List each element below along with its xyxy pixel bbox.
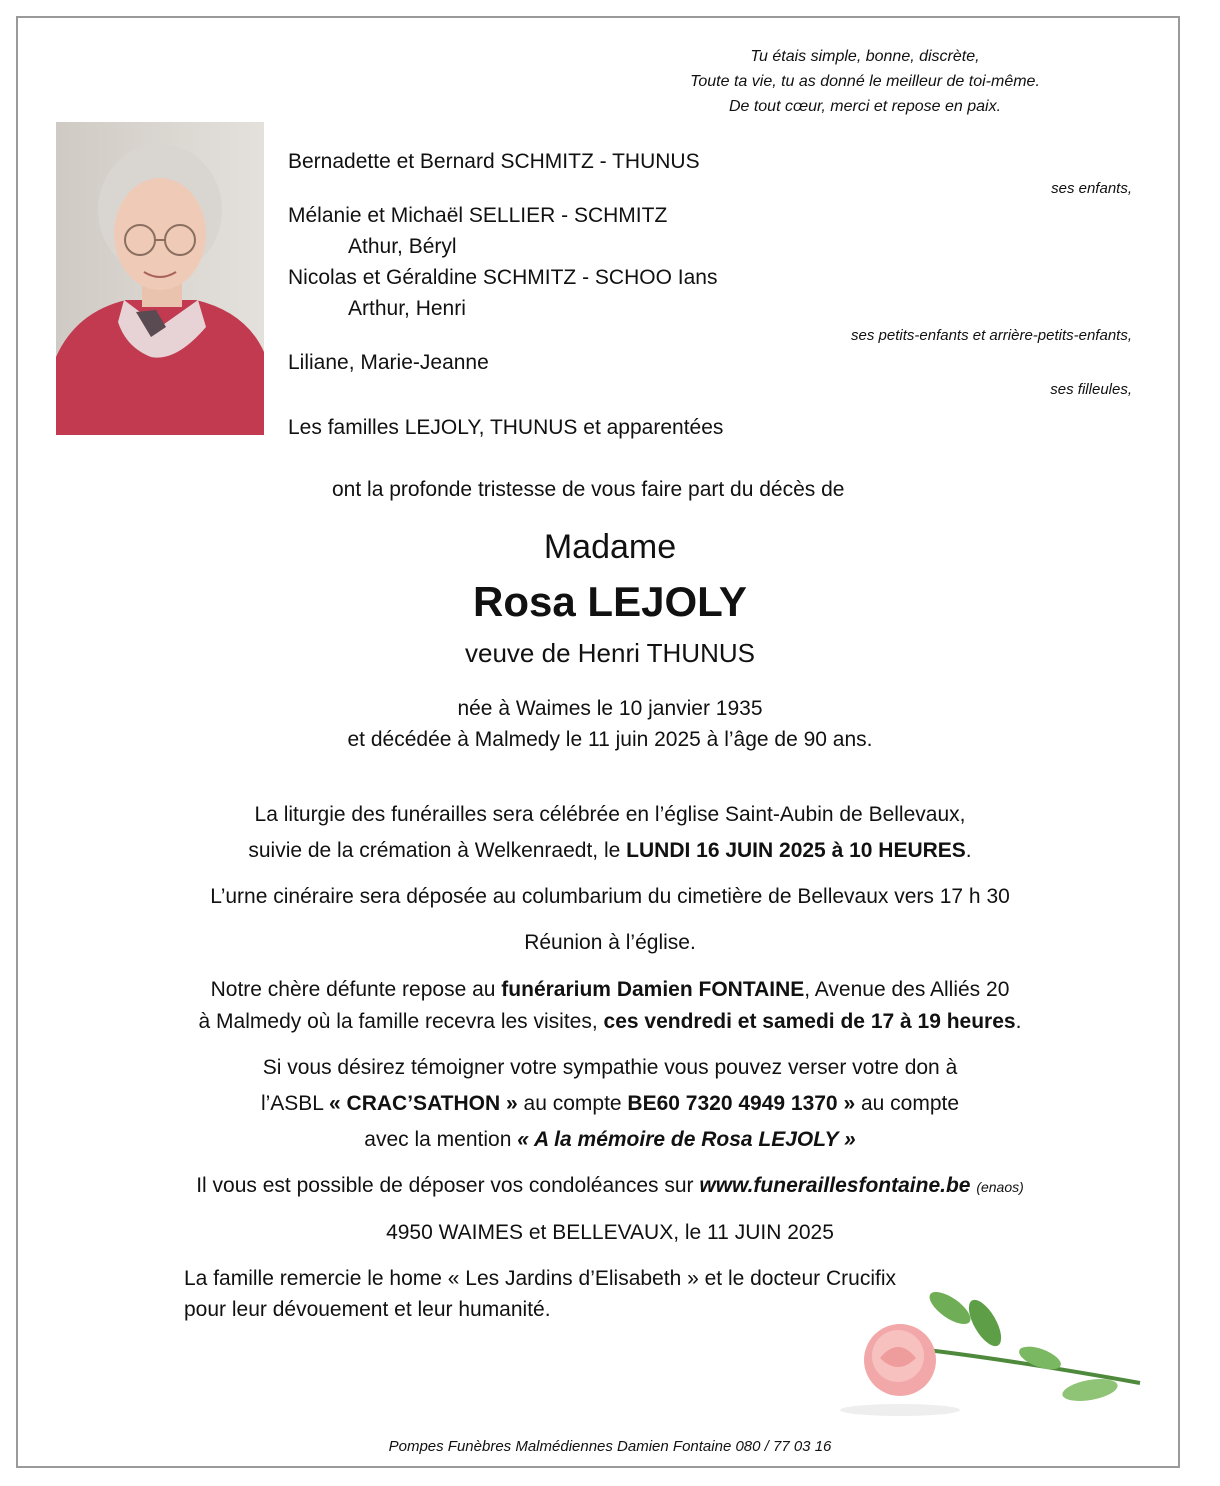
- visit-line-1: [0, 978, 1220, 1002]
- thanks-line-2: pour leur dévouement et leur humanité.: [184, 1298, 551, 1321]
- visit-hours: ces vendredi et samedi de 17 à 19 heures: [603, 1010, 1016, 1033]
- ceremony-reunion: Réunion à l’église.: [524, 931, 696, 954]
- family-goddaughters: Liliane, Marie-Jeanne: [288, 351, 489, 374]
- family-great-grandchildren-1: Athur, Béryl: [348, 235, 457, 258]
- thanks-line-1: La famille remercie le home « Les Jardins d’Elisabeth » et le docteur Crucifix: [184, 1267, 897, 1290]
- donation-text: au compte: [517, 1092, 628, 1115]
- donation-line-3: [0, 1128, 1220, 1152]
- bank-account: BE60 7320 4949 1370 »: [627, 1092, 856, 1115]
- role-children: ses enfants,: [1051, 180, 1132, 197]
- condolences-website-link[interactable]: www.funeraillesfontaine.be: [699, 1174, 971, 1197]
- visit-text: Notre chère défunte repose au: [210, 978, 502, 1001]
- ceremony-period: .: [965, 839, 972, 862]
- place-date: 4950 WAIMES et BELLEVAUX, le 11 JUIN 2025: [386, 1221, 834, 1244]
- footer-funeral-home: Pompes Funèbres Malmédiennes Damien Fontaine 080 / 77 03 16: [388, 1438, 832, 1455]
- deceased-born: née à Waimes le 10 janvier 1935: [457, 697, 763, 720]
- asbl-name: « CRAC’SATHON »: [329, 1092, 518, 1115]
- donation-line-2: [0, 1092, 1220, 1116]
- family-great-grandchildren-2: Arthur, Henri: [348, 297, 466, 320]
- family-extended: Les familles LEJOLY, THUNUS et apparentées: [288, 416, 724, 439]
- deceased-name: Rosa LEJOLY: [473, 578, 747, 625]
- condolences-note: (enaos): [976, 1179, 1024, 1195]
- ceremony-cremation: [0, 839, 1220, 863]
- visit-address: , Avenue des Alliés 20: [804, 978, 1010, 1001]
- deceased-widow-of: veuve de Henri THUNUS: [465, 638, 755, 668]
- condolences-line: [0, 1174, 1220, 1198]
- visit-text: à Malmedy où la famille recevra les visites,: [198, 1010, 604, 1033]
- role-goddaughters: ses filleules,: [1050, 381, 1132, 398]
- ceremony-date: LUNDI 16 JUIN 2025 à 10 HEURES: [626, 839, 966, 862]
- announcement: ont la profonde tristesse de vous faire part du décès de: [332, 478, 845, 501]
- poem-line: Toute ta vie, tu as donné le meilleur de toi-même.: [690, 73, 1040, 90]
- condolences-text: Il vous est possible de déposer vos condoléances sur: [196, 1174, 700, 1197]
- family-children: Bernadette et Bernard SCHMITZ - THUNUS: [288, 150, 700, 173]
- family-grandchild-2: Nicolas et Géraldine SCHMITZ - SCHOO Ians: [288, 266, 718, 289]
- visit-line-2: [0, 1010, 1220, 1034]
- portrait-photo: [56, 122, 264, 435]
- ceremony-cremation-text: suivie de la crémation à Welkenraedt, le: [248, 839, 627, 862]
- poem-line: De tout cœur, merci et repose en paix.: [728, 98, 1002, 115]
- donation-text: l’ASBL: [260, 1092, 330, 1115]
- ceremony-urn: L’urne cinéraire sera déposée au columbarium du cimetière de Bellevaux vers 17 h 30: [210, 885, 1010, 908]
- role-grandchildren: ses petits-enfants et arrière-petits-enfants,: [851, 327, 1132, 344]
- visit-period: .: [1015, 1010, 1022, 1033]
- deceased-title: Madame: [543, 528, 677, 566]
- deceased-died: et décédée à Malmedy le 11 juin 2025 à l’âge de 90 ans.: [347, 728, 873, 751]
- donation-mention: « A la mémoire de Rosa LEJOLY »: [517, 1128, 856, 1151]
- family-grandchild-1: Mélanie et Michaël SELLIER - SCHMITZ: [288, 204, 668, 227]
- poem: [600, 44, 1130, 119]
- poem-line: Tu étais simple, bonne, discrète,: [750, 48, 980, 65]
- donation-text: au compte: [855, 1092, 960, 1115]
- ceremony-liturgy: La liturgie des funérailles sera célébrée en l’église Saint-Aubin de Bellevaux,: [254, 803, 966, 826]
- donation-text: avec la mention: [364, 1128, 518, 1151]
- rose-illustration: [840, 1288, 1150, 1418]
- funerarium-name: funérarium Damien FONTAINE: [501, 978, 805, 1001]
- donation-line-1: Si vous désirez témoigner votre sympathie vous pouvez verser votre don à: [262, 1056, 958, 1079]
